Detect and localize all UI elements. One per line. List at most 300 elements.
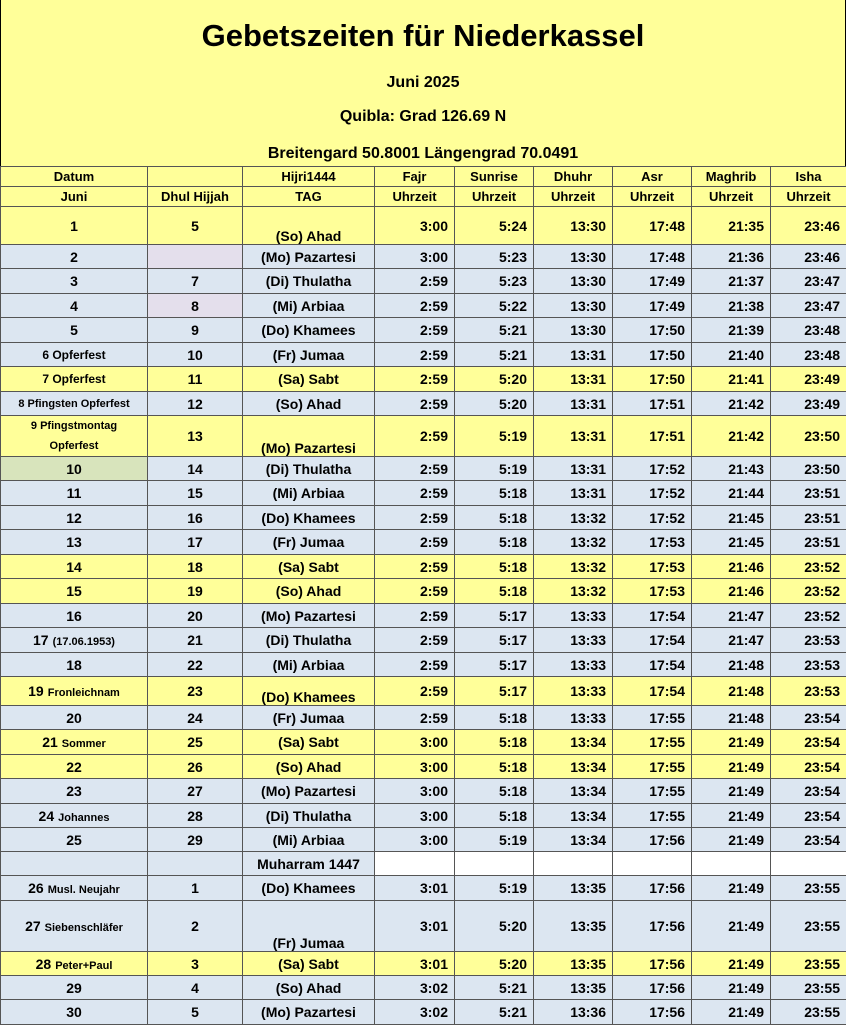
hijri-day-cell: 9 — [148, 318, 243, 343]
asr-time-cell: 17:51 — [613, 416, 692, 457]
column-header: Uhrzeit — [375, 187, 455, 207]
dhuhr-time-cell: 13:35 — [534, 976, 613, 1000]
fajr-time-cell: 2:59 — [375, 555, 455, 579]
table-row — [1, 952, 846, 976]
month-separator-row — [1, 852, 846, 876]
asr-time-cell: 17:56 — [613, 976, 692, 1000]
table-row — [1, 604, 846, 628]
date-cell — [1, 579, 148, 604]
isha-time-cell: 23:55 — [771, 976, 846, 1000]
isha-time-cell: 23:52 — [771, 604, 846, 628]
date-cell — [1, 952, 148, 976]
column-header: Asr — [613, 167, 692, 187]
maghrib-time-cell: 21:49 — [692, 779, 771, 804]
column-header: Fajr — [375, 167, 455, 187]
day-number: 23 — [66, 783, 82, 799]
sunrise-time-cell: 5:21 — [455, 343, 534, 367]
fajr-time-cell: 3:00 — [375, 207, 455, 245]
column-header: Isha — [771, 167, 846, 187]
event-label: Peter+Paul — [55, 960, 112, 972]
sunrise-time-cell: 5:20 — [455, 901, 534, 952]
sunrise-time-cell: 5:20 — [455, 367, 534, 392]
dhuhr-time-cell: 13:31 — [534, 457, 613, 481]
hijri-day-cell: 15 — [148, 481, 243, 506]
sunrise-time-cell: 5:17 — [455, 677, 534, 706]
dhuhr-time-cell: 13:33 — [534, 706, 613, 730]
column-header: Uhrzeit — [771, 187, 846, 207]
maghrib-time-cell: 21:45 — [692, 506, 771, 530]
sunrise-time-cell: 5:24 — [455, 207, 534, 245]
dhuhr-time-cell: 13:31 — [534, 481, 613, 506]
dhuhr-time-cell: 13:32 — [534, 579, 613, 604]
day-number: 19 — [28, 683, 44, 699]
fajr-time-cell: 2:59 — [375, 604, 455, 628]
hijri-day-cell: 26 — [148, 755, 243, 779]
date-cell — [1, 901, 148, 952]
maghrib-time-cell: 21:42 — [692, 392, 771, 416]
day-number: 12 — [66, 510, 82, 526]
sunrise-time-cell: 5:18 — [455, 804, 534, 828]
isha-time-cell: 23:51 — [771, 506, 846, 530]
table-row — [1, 457, 846, 481]
maghrib-time-cell: 21:38 — [692, 294, 771, 318]
column-header: Juni — [1, 187, 148, 207]
sunrise-time-cell: 5:18 — [455, 579, 534, 604]
date-cell: 6 Opferfest — [1, 343, 148, 367]
isha-time-cell: 23:54 — [771, 706, 846, 730]
dhuhr-time-cell: 13:33 — [534, 604, 613, 628]
maghrib-time-cell: 21:49 — [692, 1000, 771, 1025]
day-number: 25 — [66, 832, 82, 848]
weekday-cell: (Fr) Jumaa — [243, 343, 375, 367]
isha-time-cell: 23:51 — [771, 481, 846, 506]
maghrib-time-cell: 21:46 — [692, 555, 771, 579]
fajr-time-cell: 2:59 — [375, 343, 455, 367]
day-number: 14 — [66, 559, 82, 575]
date-cell — [1, 779, 148, 804]
date-cell: 9 Pfingstmontag Opferfest — [1, 416, 148, 457]
fajr-time-cell: 2:59 — [375, 653, 455, 677]
page-header — [0, 0, 846, 166]
sunrise-time-cell: 5:20 — [455, 952, 534, 976]
dhuhr-time-cell: 13:30 — [534, 245, 613, 269]
fajr-time-cell: 2:59 — [375, 628, 455, 653]
asr-time-cell: 17:52 — [613, 506, 692, 530]
table-row — [1, 481, 846, 506]
date-cell — [1, 530, 148, 555]
date-cell — [1, 976, 148, 1000]
sunrise-time-cell: 5:21 — [455, 318, 534, 343]
day-number: 11 — [67, 485, 82, 501]
asr-time-cell: 17:55 — [613, 706, 692, 730]
weekday-cell: (Fr) Jumaa — [243, 901, 375, 952]
table-row — [1, 677, 846, 706]
dhuhr-time-cell: 13:31 — [534, 367, 613, 392]
separator-blank — [534, 852, 613, 876]
dhuhr-time-cell: 13:34 — [534, 779, 613, 804]
column-header: TAG — [243, 187, 375, 207]
sunrise-time-cell: 5:18 — [455, 755, 534, 779]
date-cell — [1, 755, 148, 779]
sunrise-time-cell: 5:18 — [455, 706, 534, 730]
fajr-time-cell: 2:59 — [375, 392, 455, 416]
dhuhr-time-cell: 13:33 — [534, 677, 613, 706]
maghrib-time-cell: 21:44 — [692, 481, 771, 506]
maghrib-time-cell: 21:49 — [692, 976, 771, 1000]
isha-time-cell: 23:55 — [771, 876, 846, 901]
table-row — [1, 416, 846, 457]
isha-time-cell: 23:47 — [771, 294, 846, 318]
weekday-cell: (Fr) Jumaa — [243, 706, 375, 730]
date-cell — [1, 207, 148, 245]
maghrib-time-cell: 21:48 — [692, 706, 771, 730]
isha-time-cell: 23:53 — [771, 628, 846, 653]
asr-time-cell: 17:50 — [613, 343, 692, 367]
table-row — [1, 269, 846, 294]
table-row — [1, 318, 846, 343]
hijri-day-cell: 24 — [148, 706, 243, 730]
sunrise-time-cell: 5:19 — [455, 828, 534, 852]
weekday-cell: (Do) Khamees — [243, 506, 375, 530]
maghrib-time-cell: 21:35 — [692, 207, 771, 245]
sunrise-time-cell: 5:21 — [455, 1000, 534, 1025]
separator-blank — [375, 852, 455, 876]
column-header: Dhuhr — [534, 167, 613, 187]
asr-time-cell: 17:49 — [613, 269, 692, 294]
day-number: 21 — [42, 734, 58, 750]
table-row — [1, 976, 846, 1000]
isha-time-cell: 23:48 — [771, 343, 846, 367]
separator-blank — [1, 852, 148, 876]
hijri-day-cell: 17 — [148, 530, 243, 555]
weekday-cell: (Fr) Jumaa — [243, 530, 375, 555]
isha-time-cell: 23:54 — [771, 755, 846, 779]
fajr-time-cell: 2:59 — [375, 677, 455, 706]
asr-time-cell: 17:55 — [613, 804, 692, 828]
date-cell — [1, 481, 148, 506]
isha-time-cell: 23:53 — [771, 677, 846, 706]
dhuhr-time-cell: 13:30 — [534, 269, 613, 294]
fajr-time-cell: 2:59 — [375, 318, 455, 343]
date-cell — [1, 706, 148, 730]
table-row — [1, 876, 846, 901]
sunrise-time-cell: 5:18 — [455, 555, 534, 579]
isha-time-cell: 23:47 — [771, 269, 846, 294]
maghrib-time-cell: 21:48 — [692, 653, 771, 677]
hijri-day-cell: 11 — [148, 367, 243, 392]
fajr-time-cell: 2:59 — [375, 481, 455, 506]
maghrib-time-cell: 21:46 — [692, 579, 771, 604]
asr-time-cell: 17:56 — [613, 952, 692, 976]
fajr-time-cell: 3:00 — [375, 245, 455, 269]
qibla-label: Quibla: Grad 126.69 N — [1, 108, 845, 126]
asr-time-cell: 17:52 — [613, 457, 692, 481]
date-cell — [1, 245, 148, 269]
asr-time-cell: 17:50 — [613, 367, 692, 392]
isha-time-cell: 23:51 — [771, 530, 846, 555]
maghrib-time-cell: 21:42 — [692, 416, 771, 457]
hijri-day-cell: 5 — [148, 1000, 243, 1025]
sunrise-time-cell: 5:19 — [455, 457, 534, 481]
fajr-time-cell: 2:59 — [375, 579, 455, 604]
hijri-day-cell: 23 — [148, 677, 243, 706]
sunrise-time-cell: 5:18 — [455, 779, 534, 804]
sunrise-time-cell: 5:17 — [455, 628, 534, 653]
date-cell — [1, 1000, 148, 1025]
hijri-day-cell: 29 — [148, 828, 243, 852]
hijri-day-cell: 22 — [148, 653, 243, 677]
hijri-day-cell: 21 — [148, 628, 243, 653]
maghrib-time-cell: 21:36 — [692, 245, 771, 269]
dhuhr-time-cell: 13:32 — [534, 530, 613, 555]
hijri-day-cell: 4 — [148, 976, 243, 1000]
dhuhr-time-cell: 13:34 — [534, 755, 613, 779]
table-row — [1, 343, 846, 367]
asr-time-cell: 17:51 — [613, 392, 692, 416]
hijri-day-cell: 28 — [148, 804, 243, 828]
isha-time-cell: 23:54 — [771, 730, 846, 755]
isha-time-cell: 23:52 — [771, 579, 846, 604]
event-label: (17.06.1953) — [53, 636, 115, 648]
fajr-time-cell: 3:01 — [375, 901, 455, 952]
weekday-cell: (Do) Khamees — [243, 677, 375, 706]
dhuhr-time-cell: 13:31 — [534, 392, 613, 416]
weekday-cell: (Mo) Pazartesi — [243, 245, 375, 269]
hijri-day-cell: 25 — [148, 730, 243, 755]
table-row — [1, 706, 846, 730]
fajr-time-cell: 2:59 — [375, 416, 455, 457]
maghrib-time-cell: 21:43 — [692, 457, 771, 481]
hijri-day-cell: 16 — [148, 506, 243, 530]
day-number: 24 — [39, 808, 55, 824]
asr-time-cell: 17:48 — [613, 207, 692, 245]
asr-time-cell: 17:48 — [613, 245, 692, 269]
weekday-cell: (So) Ahad — [243, 976, 375, 1000]
day-number: 13 — [66, 534, 82, 550]
maghrib-time-cell: 21:49 — [692, 755, 771, 779]
fajr-time-cell: 3:00 — [375, 779, 455, 804]
date-cell — [1, 628, 148, 653]
date-cell — [1, 457, 148, 481]
isha-time-cell: 23:55 — [771, 1000, 846, 1025]
sunrise-time-cell: 5:21 — [455, 976, 534, 1000]
table-row — [1, 367, 846, 392]
weekday-cell: (Sa) Sabt — [243, 367, 375, 392]
maghrib-time-cell: 21:45 — [692, 530, 771, 555]
isha-time-cell: 23:53 — [771, 653, 846, 677]
isha-time-cell: 23:46 — [771, 245, 846, 269]
isha-time-cell: 23:49 — [771, 392, 846, 416]
weekday-cell: (Mi) Arbiaa — [243, 294, 375, 318]
isha-time-cell: 23:49 — [771, 367, 846, 392]
fajr-time-cell: 2:59 — [375, 294, 455, 318]
maghrib-time-cell: 21:49 — [692, 804, 771, 828]
maghrib-time-cell: 21:49 — [692, 876, 771, 901]
hijri-month-label: Muharram 1447 — [243, 852, 375, 876]
weekday-cell: (Sa) Sabt — [243, 555, 375, 579]
day-number: 4 — [70, 298, 78, 314]
table-row — [1, 901, 846, 952]
prayer-times-table — [0, 166, 846, 1025]
table-row — [1, 579, 846, 604]
hijri-day-cell: 27 — [148, 779, 243, 804]
fajr-time-cell: 2:59 — [375, 457, 455, 481]
table-row — [1, 530, 846, 555]
sunrise-time-cell: 5:19 — [455, 416, 534, 457]
hijri-day-cell: 12 — [148, 392, 243, 416]
event-label: Fronleichnam — [48, 687, 120, 699]
coordinates-label: Breitengard 50.8001 Längengrad 70.0491 — [1, 145, 845, 163]
dhuhr-time-cell: 13:35 — [534, 901, 613, 952]
hijri-day-cell: 18 — [148, 555, 243, 579]
date-cell — [1, 269, 148, 294]
isha-time-cell: 23:48 — [771, 318, 846, 343]
table-row — [1, 506, 846, 530]
dhuhr-time-cell: 13:30 — [534, 318, 613, 343]
table-row — [1, 628, 846, 653]
day-number: 22 — [66, 759, 82, 775]
sunrise-time-cell: 5:18 — [455, 481, 534, 506]
table-row — [1, 779, 846, 804]
date-cell — [1, 653, 148, 677]
hijri-day-cell: 10 — [148, 343, 243, 367]
table-header-row — [1, 167, 846, 187]
column-header: Hijri1444 — [243, 167, 375, 187]
column-header: Uhrzeit — [455, 187, 534, 207]
asr-time-cell: 17:56 — [613, 876, 692, 901]
table-row — [1, 1000, 846, 1025]
weekday-cell: (Mo) Pazartesi — [243, 416, 375, 457]
day-number: 10 — [66, 461, 82, 477]
day-number: 27 — [25, 918, 41, 934]
table-row — [1, 755, 846, 779]
dhuhr-time-cell: 13:34 — [534, 828, 613, 852]
asr-time-cell: 17:56 — [613, 828, 692, 852]
dhuhr-time-cell: 13:34 — [534, 730, 613, 755]
day-number: 20 — [66, 710, 82, 726]
sunrise-time-cell: 5:18 — [455, 730, 534, 755]
day-number: 3 — [70, 273, 78, 289]
separator-blank — [613, 852, 692, 876]
weekday-cell: (Mo) Pazartesi — [243, 779, 375, 804]
date-cell — [1, 506, 148, 530]
dhuhr-time-cell: 13:35 — [534, 952, 613, 976]
date-cell — [1, 804, 148, 828]
day-number: 26 — [28, 880, 44, 896]
column-header: Datum — [1, 167, 148, 187]
fajr-time-cell: 2:59 — [375, 367, 455, 392]
column-header — [148, 167, 243, 187]
isha-time-cell: 23:50 — [771, 416, 846, 457]
weekday-cell: (So) Ahad — [243, 392, 375, 416]
asr-time-cell: 17:54 — [613, 604, 692, 628]
isha-time-cell: 23:54 — [771, 828, 846, 852]
weekday-cell: (So) Ahad — [243, 579, 375, 604]
asr-time-cell: 17:54 — [613, 628, 692, 653]
weekday-cell: (So) Ahad — [243, 207, 375, 245]
weekday-cell: (Di) Thulatha — [243, 804, 375, 828]
date-cell — [1, 730, 148, 755]
hijri-day-cell: 2 — [148, 901, 243, 952]
sunrise-time-cell: 5:22 — [455, 294, 534, 318]
table-row — [1, 245, 846, 269]
maghrib-time-cell: 21:37 — [692, 269, 771, 294]
asr-time-cell: 17:55 — [613, 779, 692, 804]
column-header: Dhul Hijjah — [148, 187, 243, 207]
table-row — [1, 392, 846, 416]
date-cell — [1, 294, 148, 318]
fajr-time-cell: 2:59 — [375, 269, 455, 294]
day-number: 29 — [66, 980, 82, 996]
sunrise-time-cell: 5:19 — [455, 876, 534, 901]
weekday-cell: (Di) Thulatha — [243, 457, 375, 481]
maghrib-time-cell: 21:49 — [692, 828, 771, 852]
month-label: Juni 2025 — [1, 74, 845, 92]
event-label: Siebenschläfer — [45, 922, 123, 934]
day-number: 16 — [66, 608, 82, 624]
hijri-day-cell: 13 — [148, 416, 243, 457]
dhuhr-time-cell: 13:31 — [534, 416, 613, 457]
dhuhr-time-cell: 13:30 — [534, 294, 613, 318]
date-cell: 8 Pfingsten Opferfest — [1, 392, 148, 416]
maghrib-time-cell: 21:39 — [692, 318, 771, 343]
weekday-cell: (Mi) Arbiaa — [243, 653, 375, 677]
page-title: Gebetszeiten für Niederkassel — [1, 18, 845, 54]
isha-time-cell: 23:55 — [771, 952, 846, 976]
fajr-time-cell: 3:01 — [375, 952, 455, 976]
table-row — [1, 294, 846, 318]
weekday-cell: (Mo) Pazartesi — [243, 604, 375, 628]
table-row — [1, 730, 846, 755]
separator-blank — [148, 852, 243, 876]
hijri-day-cell: 5 — [148, 207, 243, 245]
asr-time-cell: 17:56 — [613, 901, 692, 952]
weekday-cell: (Di) Thulatha — [243, 628, 375, 653]
table-row — [1, 804, 846, 828]
weekday-cell: (Sa) Sabt — [243, 952, 375, 976]
date-cell — [1, 828, 148, 852]
day-number: 28 — [36, 956, 52, 972]
weekday-cell: (Do) Khamees — [243, 876, 375, 901]
hijri-day-cell: 20 — [148, 604, 243, 628]
isha-time-cell: 23:54 — [771, 804, 846, 828]
asr-time-cell: 17:55 — [613, 730, 692, 755]
event-label: Johannes — [58, 812, 109, 824]
asr-time-cell: 17:54 — [613, 677, 692, 706]
date-cell — [1, 555, 148, 579]
column-header: Uhrzeit — [534, 187, 613, 207]
asr-time-cell: 17:52 — [613, 481, 692, 506]
table-row — [1, 207, 846, 245]
maghrib-time-cell: 21:47 — [692, 628, 771, 653]
dhuhr-time-cell: 13:32 — [534, 506, 613, 530]
asr-time-cell: 17:53 — [613, 530, 692, 555]
day-number: 18 — [66, 657, 82, 673]
table-row — [1, 555, 846, 579]
day-number: 5 — [70, 322, 78, 338]
maghrib-time-cell: 21:48 — [692, 677, 771, 706]
dhuhr-time-cell: 13:31 — [534, 343, 613, 367]
dhuhr-time-cell: 13:30 — [534, 207, 613, 245]
fajr-time-cell: 2:59 — [375, 530, 455, 555]
date-cell — [1, 677, 148, 706]
maghrib-time-cell: 21:47 — [692, 604, 771, 628]
maghrib-time-cell: 21:49 — [692, 901, 771, 952]
date-cell — [1, 604, 148, 628]
column-header: Uhrzeit — [613, 187, 692, 207]
day-number: 2 — [70, 249, 78, 265]
isha-time-cell: 23:52 — [771, 555, 846, 579]
